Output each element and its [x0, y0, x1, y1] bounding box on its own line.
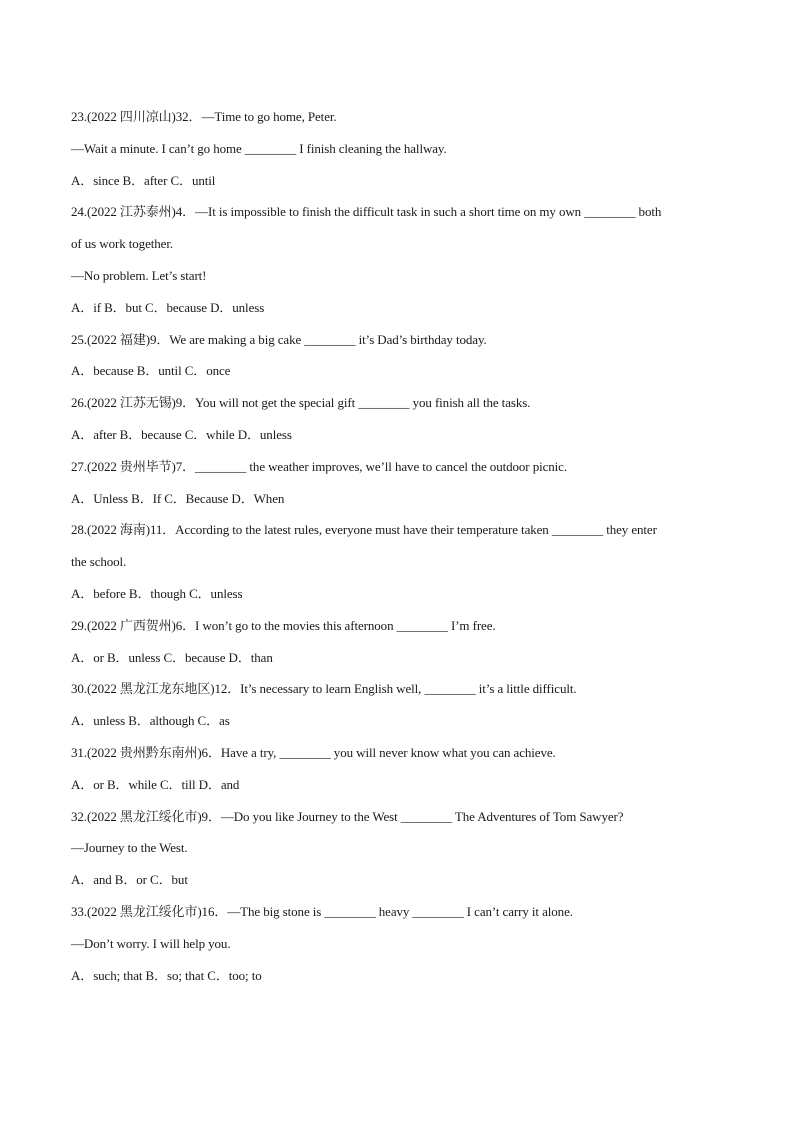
- question-29-stem: 29.(2022 广西贺州)6．I won’t go to the movies this afternoon ________ I’m free.: [71, 617, 496, 633]
- question-25-options: A．because B．until C．once: [71, 363, 231, 379]
- question-24-options: A．if B．but C．because D．unless: [71, 299, 265, 315]
- question-23-stem: 23.(2022 四川凉山)32．—Time to go home, Peter.: [71, 109, 337, 124]
- question-24-reply: —No problem. Let’s start!: [71, 267, 207, 283]
- question-32-reply: —Journey to the West.: [71, 840, 188, 856]
- question-27-options: A．Unless B．If C．Because D．When: [71, 490, 285, 506]
- question-33-options: A．such; that B．so; that C．too; to: [71, 967, 262, 983]
- question-26-stem: 26.(2022 江苏无锡)9．You will not get the special gift ________ you finish all the tasks.: [71, 395, 531, 411]
- question-30-stem: 30.(2022 黑龙江龙东地区)12．It’s necessary to learn English well, ________ it’s a little difficult.: [71, 681, 577, 697]
- question-33-stem: 33.(2022 黑龙江绥化市)16．—The big stone is ________ heavy ________ I can’t carry it alone.: [71, 903, 573, 919]
- question-32-stem: 32.(2022 黑龙江绥化市)9．—Do you like Journey to the West ________ The Adventures of Tom Sawyer?: [71, 808, 624, 824]
- document-page: [71, 101, 731, 991]
- question-31-options: A．or B．while C．till D．and: [71, 776, 240, 792]
- question-25-stem: 25.(2022 福建)9．We are making a big cake ________ it’s Dad’s birthday today.: [71, 331, 487, 347]
- question-32-options: A．and B．or C．but: [71, 872, 188, 888]
- question-26-options: A．after B．because C．while D．unless: [71, 426, 292, 442]
- question-24-stem: 24.(2022 江苏泰州)4．—It is impossible to finish the difficult task in such a short time on my own ________ both: [71, 204, 662, 220]
- question-28-stem: 28.(2022 海南)11．According to the latest rules, everyone must have their temperature taken ________ they enter: [71, 522, 657, 538]
- question-23-options: A．since B．after C．until: [71, 172, 216, 188]
- question-29-options: A．or B．unless C．because D．than: [71, 649, 273, 665]
- question-28-options: A．before B．though C．unless: [71, 585, 243, 601]
- question-23-reply: —Wait a minute. I can’t go home ________ I finish cleaning the hallway.: [71, 140, 447, 156]
- question-31-stem: 31.(2022 贵州黔东南州)6．Have a try, ________ you will never know what you can achieve.: [71, 744, 556, 760]
- question-27-stem: 27.(2022 贵州毕节)7．________ the weather improves, we’ll have to cancel the outdoor picnic.: [71, 458, 568, 474]
- question-24-stem-continued: of us work together.: [71, 236, 173, 252]
- question-33-reply: —Don’t worry. I will help you.: [71, 935, 231, 951]
- question-28-stem-continued: the school.: [71, 554, 127, 570]
- question-30-options: A．unless B．although C．as: [71, 713, 230, 729]
